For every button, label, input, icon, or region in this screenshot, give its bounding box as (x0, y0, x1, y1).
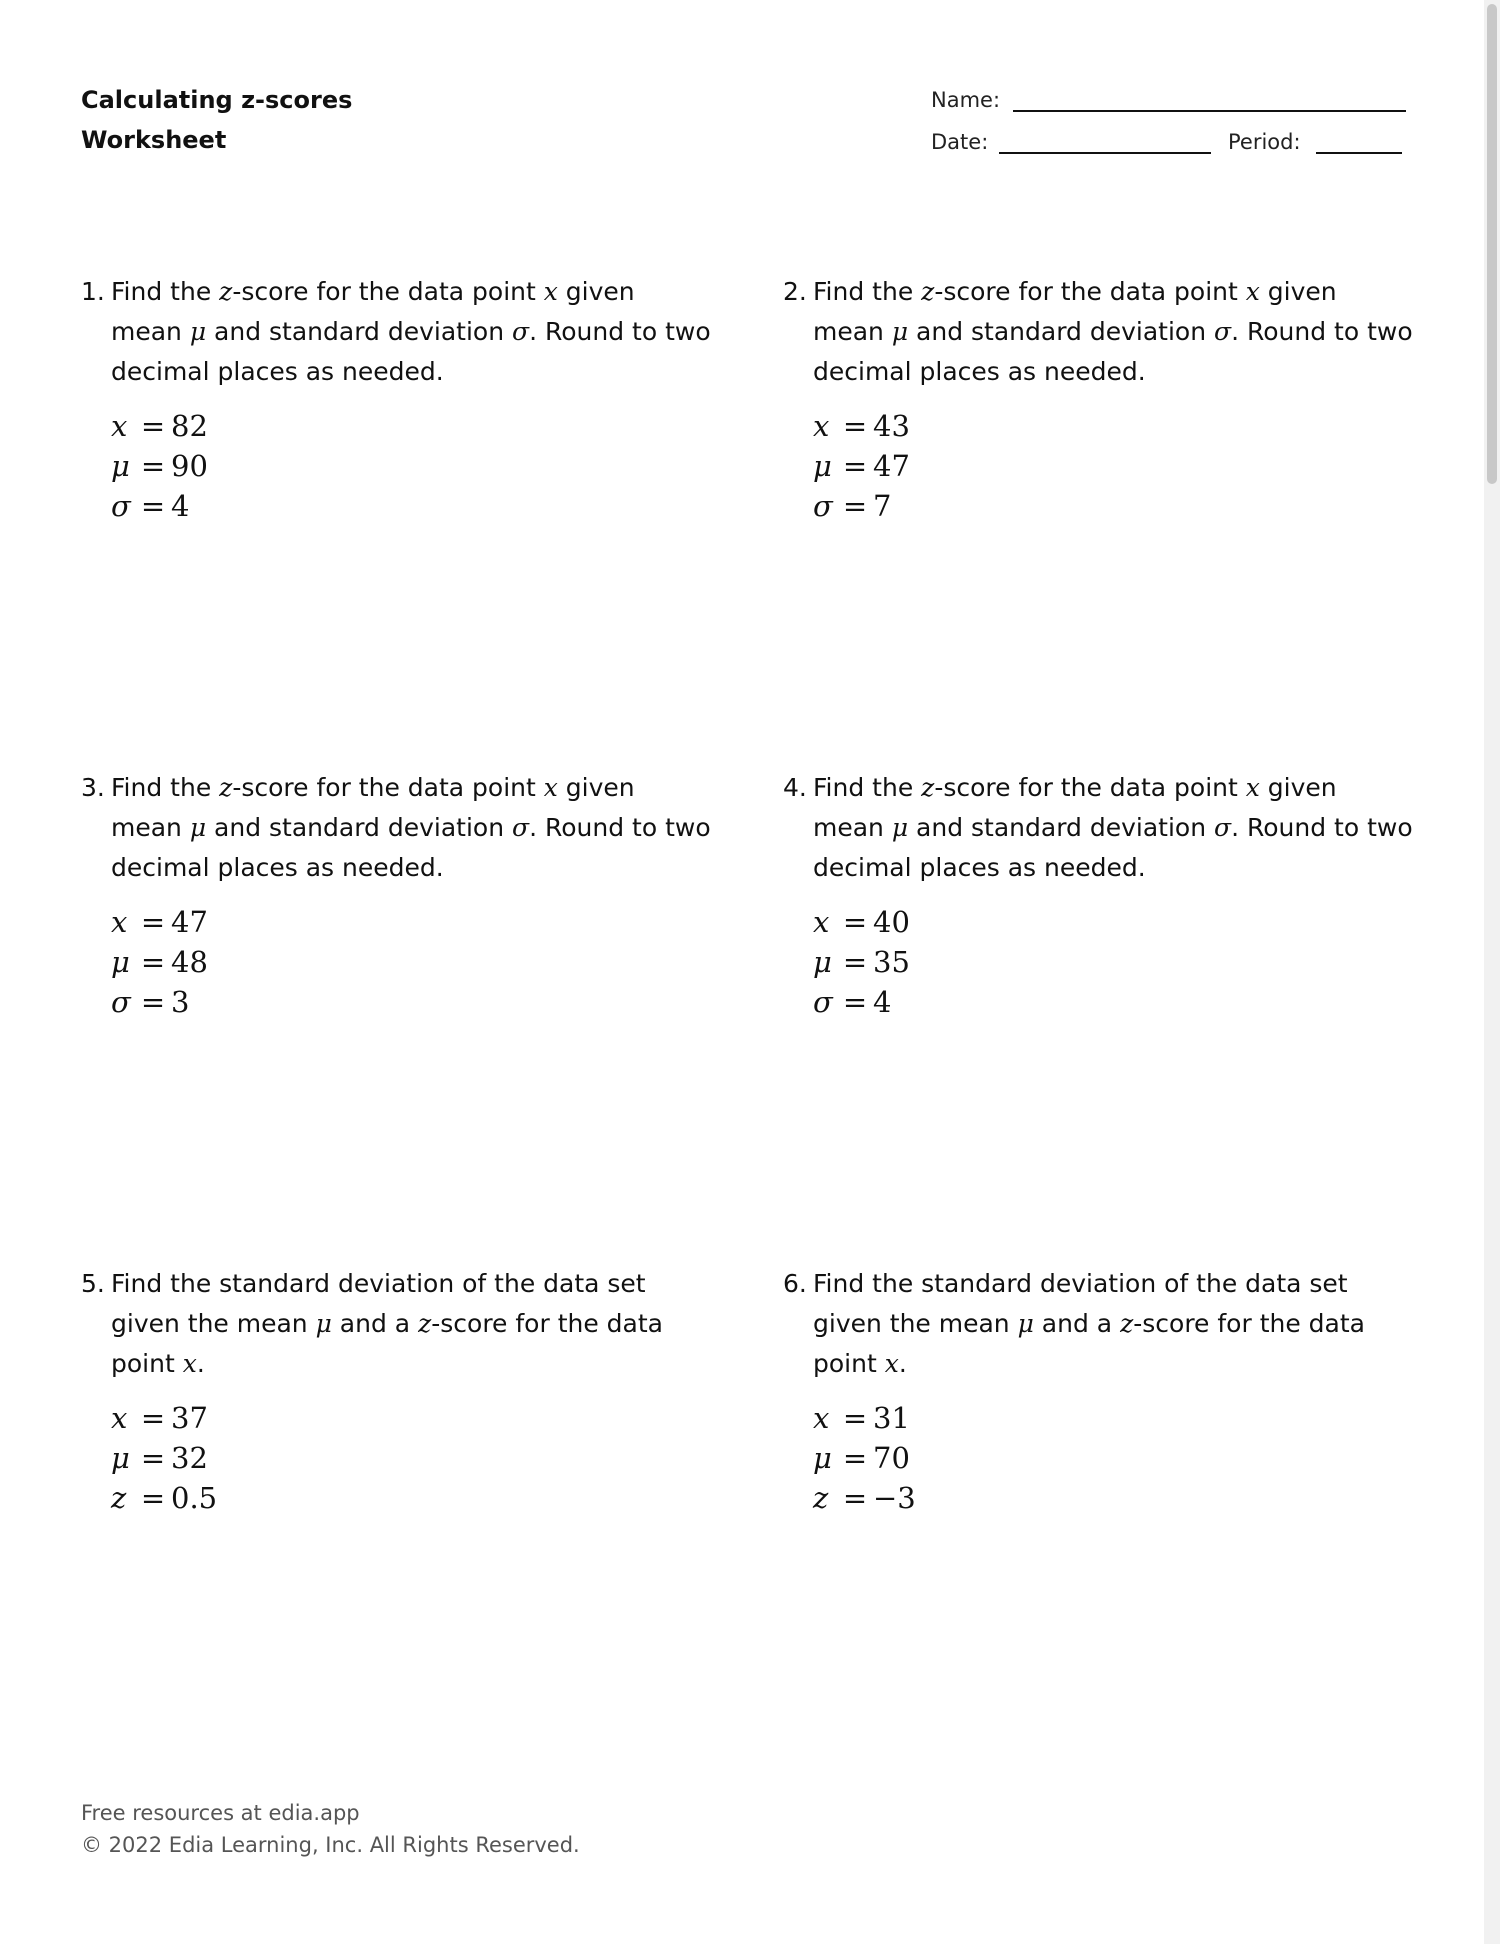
given-values (111, 1398, 711, 1518)
given-values (813, 1398, 1413, 1518)
given-row: μ = 70 (813, 1441, 910, 1475)
problem-text: Find the standard deviation of the data set given the mean μ and a z-score for the data point x. (111, 1269, 663, 1378)
problem-text: Find the z-score for the data point x given mean μ and standard deviation σ. Round to two decimal places as needed. (111, 277, 711, 386)
given-row: x = 31 (813, 1401, 910, 1435)
given-row: μ = 47 (813, 449, 910, 483)
problem-number: 6. (783, 1269, 807, 1298)
problem-number: 4. (783, 773, 807, 802)
given-row: μ = 48 (111, 945, 208, 979)
given-row: z = −3 (813, 1481, 916, 1515)
problem-6 (783, 1264, 1413, 1518)
footer-copyright: © 2022 Edia Learning, Inc. All Rights Reserved. (81, 1833, 580, 1857)
problem-number: 1. (81, 277, 105, 306)
given-row: x = 82 (111, 409, 208, 443)
given-row: σ = 4 (813, 985, 892, 1019)
given-row: σ = 3 (111, 985, 190, 1019)
student-info (931, 88, 1406, 172)
given-values (111, 406, 711, 526)
problem-1 (81, 272, 711, 526)
problem-2 (783, 272, 1413, 526)
problem-text: Find the z-score for the data point x given mean μ and standard deviation σ. Round to two decimal places as needed. (111, 773, 711, 882)
problem-3 (81, 768, 711, 1022)
name-line (1013, 110, 1406, 112)
date-label: Date: (931, 130, 989, 154)
problem-5 (81, 1264, 711, 1518)
problem-text: Find the z-score for the data point x given mean μ and standard deviation σ. Round to two decimal places as needed. (813, 773, 1413, 882)
given-row: x = 37 (111, 1401, 208, 1435)
worksheet-title (81, 80, 352, 160)
given-row: x = 40 (813, 905, 910, 939)
problem-number: 5. (81, 1269, 105, 1298)
date-period-row (931, 130, 1406, 172)
problem-text: Find the standard deviation of the data set given the mean μ and a z-score for the data point x. (813, 1269, 1365, 1378)
problem-4 (783, 768, 1413, 1022)
given-values (111, 902, 711, 1022)
title-line-2: Worksheet (81, 126, 227, 154)
period-label: Period: (1228, 130, 1301, 154)
given-row: μ = 35 (813, 945, 910, 979)
name-row (931, 88, 1406, 130)
given-row: x = 43 (813, 409, 910, 443)
given-row: σ = 7 (813, 489, 892, 523)
given-row: σ = 4 (111, 489, 190, 523)
problem-number: 3. (81, 773, 105, 802)
title-line-1: Calculating z-scores (81, 86, 353, 114)
period-line (1316, 152, 1402, 154)
given-row: z = 0.5 (111, 1481, 218, 1515)
footer (81, 1797, 580, 1861)
given-row: μ = 32 (111, 1441, 208, 1475)
name-label: Name: (931, 88, 1001, 112)
footer-resources: Free resources at edia.app (81, 1801, 360, 1825)
given-row: μ = 90 (111, 449, 208, 483)
problem-text: Find the z-score for the data point x given mean μ and standard deviation σ. Round to two decimal places as needed. (813, 277, 1413, 386)
scrollbar-thumb[interactable] (1487, 4, 1497, 484)
given-row: x = 47 (111, 905, 208, 939)
given-values (813, 406, 1413, 526)
date-line (999, 152, 1211, 154)
given-values (813, 902, 1413, 1022)
problem-number: 2. (783, 277, 807, 306)
